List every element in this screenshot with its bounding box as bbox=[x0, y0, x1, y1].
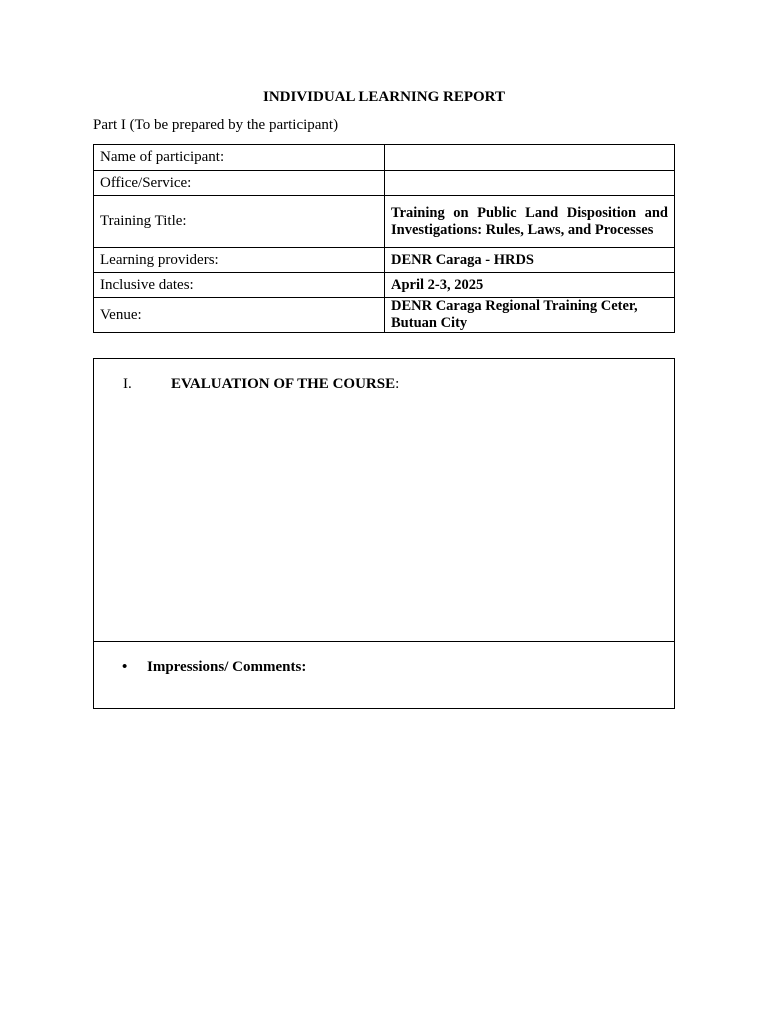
table-row bbox=[94, 273, 675, 298]
document-title: INDIVIDUAL LEARNING REPORT bbox=[262, 89, 505, 105]
row-label-office: Office/Service: bbox=[94, 171, 385, 196]
impressions-item bbox=[122, 658, 306, 676]
row-value-name[interactable] bbox=[385, 145, 675, 171]
row-label-venue: Venue: bbox=[94, 298, 385, 333]
table-row bbox=[94, 145, 675, 171]
row-value-learning-providers: DENR Caraga - HRDS bbox=[385, 248, 675, 273]
table-row bbox=[94, 248, 675, 273]
evaluation-section[interactable] bbox=[94, 359, 674, 642]
bullet-icon: • bbox=[122, 659, 128, 675]
row-label-learning-providers: Learning providers: bbox=[94, 248, 385, 273]
table-row bbox=[94, 171, 675, 196]
row-value-office[interactable] bbox=[385, 171, 675, 196]
participant-info-table bbox=[93, 144, 675, 333]
section-heading-suffix: : bbox=[395, 376, 400, 392]
row-label-inclusive-dates: Inclusive dates: bbox=[94, 273, 385, 298]
impressions-section[interactable] bbox=[94, 642, 674, 708]
impressions-label: Impressions/ Comments: bbox=[147, 659, 307, 675]
part-label: Part I (To be prepared by the participant) bbox=[93, 117, 339, 133]
row-value-inclusive-dates: April 2-3, 2025 bbox=[385, 273, 675, 298]
section-heading-text: EVALUATION OF THE COURSE bbox=[171, 376, 396, 392]
row-label-training-title: Training Title: bbox=[94, 196, 385, 248]
table-row bbox=[94, 196, 675, 248]
evaluation-heading bbox=[123, 375, 399, 393]
row-label-name: Name of participant: bbox=[94, 145, 385, 171]
table-row bbox=[94, 298, 675, 333]
row-value-training-title: Training on Public Land Disposition and Investigations: Rules, Laws, and Processes bbox=[385, 196, 675, 248]
evaluation-box bbox=[93, 358, 675, 709]
section-number: I. bbox=[123, 376, 132, 392]
row-value-venue: DENR Caraga Regional Training Ceter, Butuan City bbox=[385, 298, 675, 333]
